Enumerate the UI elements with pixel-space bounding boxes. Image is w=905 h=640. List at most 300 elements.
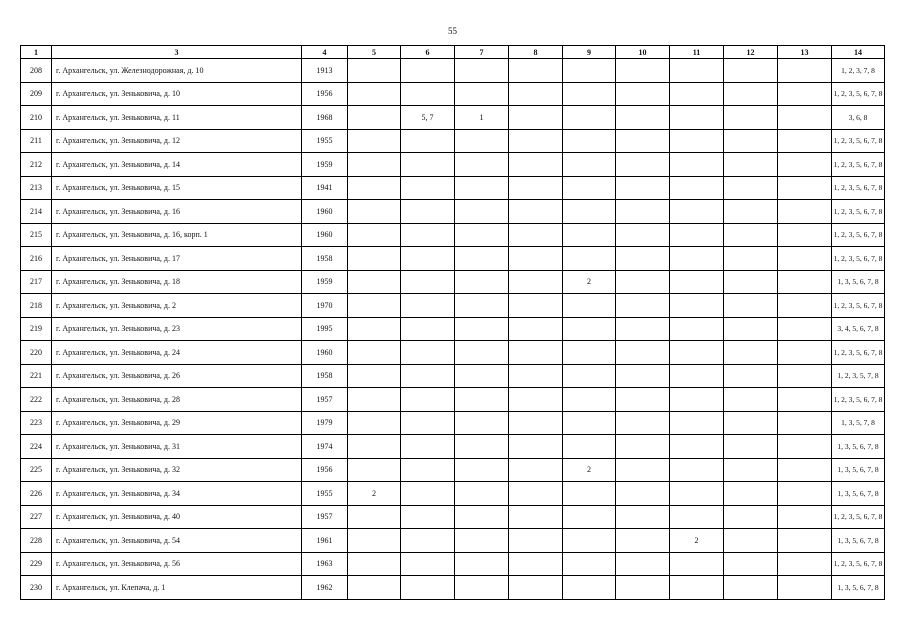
col11-cell xyxy=(670,59,724,83)
col14-cell: 3, 4, 5, 6, 7, 8 xyxy=(832,317,885,341)
col12-cell xyxy=(724,317,778,341)
column-header: 9 xyxy=(563,46,616,59)
col9-cell xyxy=(563,200,616,224)
row-number-cell: 213 xyxy=(21,176,52,200)
col10-cell xyxy=(616,458,670,482)
col12-cell xyxy=(724,364,778,388)
col14-cell: 1, 2, 3, 7, 8 xyxy=(832,59,885,83)
col7-cell xyxy=(455,82,509,106)
col7-cell xyxy=(455,59,509,83)
col12-cell xyxy=(724,294,778,318)
address-cell: г. Архангельск, ул. Зеньковича, д. 10 xyxy=(52,82,302,106)
year-cell: 1959 xyxy=(302,270,348,294)
col6-cell xyxy=(401,294,455,318)
col11-cell xyxy=(670,341,724,365)
table-body xyxy=(21,59,885,600)
address-cell: г. Архангельск, ул. Зеньковича, д. 26 xyxy=(52,364,302,388)
table-row xyxy=(21,106,885,130)
year-cell: 1958 xyxy=(302,364,348,388)
table-row xyxy=(21,200,885,224)
col12-cell xyxy=(724,482,778,506)
col11-cell xyxy=(670,294,724,318)
col6-cell xyxy=(401,153,455,177)
address-cell: г. Архангельск, ул. Зеньковича, д. 16 xyxy=(52,200,302,224)
row-number-cell: 223 xyxy=(21,411,52,435)
col11-cell xyxy=(670,435,724,459)
col5-cell xyxy=(348,270,401,294)
col6-cell xyxy=(401,576,455,600)
year-cell: 1941 xyxy=(302,176,348,200)
row-number-cell: 215 xyxy=(21,223,52,247)
col10-cell xyxy=(616,411,670,435)
col10-cell xyxy=(616,106,670,130)
col14-cell: 1, 2, 3, 5, 6, 7, 8 xyxy=(832,341,885,365)
col10-cell xyxy=(616,529,670,553)
col6-cell xyxy=(401,458,455,482)
column-header: 7 xyxy=(455,46,509,59)
col11-cell xyxy=(670,317,724,341)
col9-cell: 2 xyxy=(563,270,616,294)
col8-cell xyxy=(509,505,563,529)
year-cell: 1979 xyxy=(302,411,348,435)
row-number-cell: 229 xyxy=(21,552,52,576)
col14-cell: 1, 2, 3, 5, 6, 7, 8 xyxy=(832,223,885,247)
col14-cell: 1, 2, 3, 5, 6, 7, 8 xyxy=(832,129,885,153)
row-number-cell: 221 xyxy=(21,364,52,388)
col14-cell: 1, 3, 5, 6, 7, 8 xyxy=(832,270,885,294)
col8-cell xyxy=(509,153,563,177)
year-cell: 1963 xyxy=(302,552,348,576)
address-cell: г. Архангельск, ул. Зеньковича, д. 24 xyxy=(52,341,302,365)
col5-cell xyxy=(348,552,401,576)
col10-cell xyxy=(616,317,670,341)
col11-cell xyxy=(670,458,724,482)
col8-cell xyxy=(509,576,563,600)
col6-cell xyxy=(401,341,455,365)
row-number-cell: 210 xyxy=(21,106,52,130)
col9-cell xyxy=(563,317,616,341)
column-header: 13 xyxy=(778,46,832,59)
column-header: 14 xyxy=(832,46,885,59)
col5-cell xyxy=(348,153,401,177)
col14-cell: 1, 3, 5, 6, 7, 8 xyxy=(832,458,885,482)
row-number-cell: 225 xyxy=(21,458,52,482)
col14-cell: 1, 2, 3, 5, 6, 7, 8 xyxy=(832,552,885,576)
col7-cell xyxy=(455,247,509,271)
col10-cell xyxy=(616,247,670,271)
col13-cell xyxy=(778,223,832,247)
col5-cell xyxy=(348,106,401,130)
col5-cell xyxy=(348,129,401,153)
col9-cell xyxy=(563,529,616,553)
col14-cell: 1, 3, 5, 7, 8 xyxy=(832,411,885,435)
col14-cell: 1, 2, 3, 5, 7, 8 xyxy=(832,364,885,388)
col9-cell xyxy=(563,294,616,318)
address-cell: г. Архангельск, ул. Зеньковича, д. 18 xyxy=(52,270,302,294)
col7-cell xyxy=(455,482,509,506)
col10-cell xyxy=(616,200,670,224)
col13-cell xyxy=(778,482,832,506)
col8-cell xyxy=(509,270,563,294)
col10-cell xyxy=(616,341,670,365)
col6-cell xyxy=(401,482,455,506)
col7-cell: 1 xyxy=(455,106,509,130)
col5-cell xyxy=(348,247,401,271)
column-header: 3 xyxy=(52,46,302,59)
col5-cell xyxy=(348,294,401,318)
col8-cell xyxy=(509,294,563,318)
col7-cell xyxy=(455,200,509,224)
table-row xyxy=(21,247,885,271)
col6-cell xyxy=(401,411,455,435)
col11-cell xyxy=(670,200,724,224)
col12-cell xyxy=(724,576,778,600)
col8-cell xyxy=(509,458,563,482)
year-cell: 1955 xyxy=(302,129,348,153)
col5-cell xyxy=(348,576,401,600)
col6-cell xyxy=(401,129,455,153)
col8-cell xyxy=(509,411,563,435)
year-cell: 1913 xyxy=(302,59,348,83)
col7-cell xyxy=(455,153,509,177)
col14-cell: 1, 2, 3, 5, 6, 7, 8 xyxy=(832,153,885,177)
column-header: 11 xyxy=(670,46,724,59)
col13-cell xyxy=(778,247,832,271)
address-cell: г. Архангельск, ул. Железнодорожная, д. 10 xyxy=(52,59,302,83)
col13-cell xyxy=(778,458,832,482)
col6-cell xyxy=(401,388,455,412)
col7-cell xyxy=(455,552,509,576)
col13-cell xyxy=(778,552,832,576)
col13-cell xyxy=(778,411,832,435)
col9-cell xyxy=(563,411,616,435)
col7-cell xyxy=(455,176,509,200)
col7-cell xyxy=(455,529,509,553)
col12-cell xyxy=(724,458,778,482)
col7-cell xyxy=(455,364,509,388)
col8-cell xyxy=(509,317,563,341)
col13-cell xyxy=(778,294,832,318)
col12-cell xyxy=(724,270,778,294)
col7-cell xyxy=(455,576,509,600)
address-cell: г. Архангельск, ул. Зеньковича, д. 16, корп. 1 xyxy=(52,223,302,247)
col5-cell xyxy=(348,341,401,365)
col5-cell xyxy=(348,223,401,247)
col12-cell xyxy=(724,529,778,553)
table-row xyxy=(21,153,885,177)
col8-cell xyxy=(509,59,563,83)
col8-cell xyxy=(509,176,563,200)
col8-cell xyxy=(509,388,563,412)
address-cell: г. Архангельск, ул. Зеньковича, д. 40 xyxy=(52,505,302,529)
col8-cell xyxy=(509,200,563,224)
table-row xyxy=(21,529,885,553)
col14-cell: 1, 3, 5, 6, 7, 8 xyxy=(832,482,885,506)
col10-cell xyxy=(616,270,670,294)
address-cell: г. Архангельск, ул. Зеньковича, д. 14 xyxy=(52,153,302,177)
col8-cell xyxy=(509,106,563,130)
col14-cell: 1, 2, 3, 5, 6, 7, 8 xyxy=(832,200,885,224)
col9-cell xyxy=(563,82,616,106)
col10-cell xyxy=(616,176,670,200)
col9-cell xyxy=(563,552,616,576)
year-cell: 1955 xyxy=(302,482,348,506)
col10-cell xyxy=(616,435,670,459)
col11-cell xyxy=(670,153,724,177)
col5-cell xyxy=(348,59,401,83)
row-number-cell: 214 xyxy=(21,200,52,224)
col12-cell xyxy=(724,200,778,224)
row-number-cell: 211 xyxy=(21,129,52,153)
col14-cell: 1, 2, 3, 5, 6, 7, 8 xyxy=(832,176,885,200)
col6-cell xyxy=(401,59,455,83)
col10-cell xyxy=(616,153,670,177)
col5-cell xyxy=(348,176,401,200)
col7-cell xyxy=(455,129,509,153)
col10-cell xyxy=(616,505,670,529)
col13-cell xyxy=(778,317,832,341)
col13-cell xyxy=(778,435,832,459)
col9-cell xyxy=(563,247,616,271)
table-row xyxy=(21,482,885,506)
row-number-cell: 212 xyxy=(21,153,52,177)
col7-cell xyxy=(455,270,509,294)
col7-cell xyxy=(455,294,509,318)
col12-cell xyxy=(724,505,778,529)
col12-cell xyxy=(724,153,778,177)
col12-cell xyxy=(724,129,778,153)
address-cell: г. Архангельск, ул. Зеньковича, д. 56 xyxy=(52,552,302,576)
row-number-cell: 222 xyxy=(21,388,52,412)
col9-cell xyxy=(563,505,616,529)
col10-cell xyxy=(616,223,670,247)
col8-cell xyxy=(509,223,563,247)
table-row xyxy=(21,458,885,482)
year-cell: 1960 xyxy=(302,223,348,247)
year-cell: 1961 xyxy=(302,529,348,553)
col10-cell xyxy=(616,294,670,318)
address-cell: г. Архангельск, ул. Зеньковича, д. 15 xyxy=(52,176,302,200)
col13-cell xyxy=(778,129,832,153)
col13-cell xyxy=(778,576,832,600)
col11-cell xyxy=(670,106,724,130)
col11-cell xyxy=(670,411,724,435)
col14-cell: 1, 2, 3, 5, 6, 7, 8 xyxy=(832,505,885,529)
col10-cell xyxy=(616,576,670,600)
col5-cell xyxy=(348,435,401,459)
col5-cell xyxy=(348,388,401,412)
row-number-cell: 208 xyxy=(21,59,52,83)
col9-cell xyxy=(563,482,616,506)
year-cell: 1974 xyxy=(302,435,348,459)
col14-cell: 1, 3, 5, 6, 7, 8 xyxy=(832,529,885,553)
table-row xyxy=(21,317,885,341)
col11-cell xyxy=(670,223,724,247)
col8-cell xyxy=(509,129,563,153)
address-cell: г. Архангельск, ул. Зеньковича, д. 23 xyxy=(52,317,302,341)
address-cell: г. Архангельск, ул. Зеньковича, д. 28 xyxy=(52,388,302,412)
col9-cell xyxy=(563,129,616,153)
table-row xyxy=(21,411,885,435)
col5-cell xyxy=(348,458,401,482)
col9-cell xyxy=(563,106,616,130)
col6-cell xyxy=(401,176,455,200)
col11-cell: 2 xyxy=(670,529,724,553)
col8-cell xyxy=(509,341,563,365)
table-row xyxy=(21,223,885,247)
col7-cell xyxy=(455,505,509,529)
col7-cell xyxy=(455,411,509,435)
year-cell: 1959 xyxy=(302,153,348,177)
col10-cell xyxy=(616,364,670,388)
address-cell: г. Архангельск, ул. Зеньковича, д. 31 xyxy=(52,435,302,459)
col11-cell xyxy=(670,247,724,271)
col10-cell xyxy=(616,388,670,412)
col9-cell xyxy=(563,153,616,177)
col6-cell xyxy=(401,223,455,247)
col10-cell xyxy=(616,59,670,83)
col14-cell: 3, 6, 8 xyxy=(832,106,885,130)
col9-cell xyxy=(563,59,616,83)
year-cell: 1958 xyxy=(302,247,348,271)
address-cell: г. Архангельск, ул. Зеньковича, д. 17 xyxy=(52,247,302,271)
col6-cell xyxy=(401,364,455,388)
col6-cell xyxy=(401,317,455,341)
col13-cell xyxy=(778,176,832,200)
col9-cell xyxy=(563,223,616,247)
col12-cell xyxy=(724,82,778,106)
col13-cell xyxy=(778,59,832,83)
col13-cell xyxy=(778,106,832,130)
col11-cell xyxy=(670,270,724,294)
table-row xyxy=(21,505,885,529)
row-number-cell: 209 xyxy=(21,82,52,106)
col12-cell xyxy=(724,247,778,271)
row-number-cell: 218 xyxy=(21,294,52,318)
col5-cell xyxy=(348,82,401,106)
page-number: 55 xyxy=(448,26,457,36)
col6-cell xyxy=(401,200,455,224)
col6-cell xyxy=(401,435,455,459)
col6-cell xyxy=(401,247,455,271)
year-cell: 1995 xyxy=(302,317,348,341)
col12-cell xyxy=(724,388,778,412)
col11-cell xyxy=(670,576,724,600)
col7-cell xyxy=(455,317,509,341)
col13-cell xyxy=(778,200,832,224)
col11-cell xyxy=(670,129,724,153)
year-cell: 1960 xyxy=(302,200,348,224)
table-header-row xyxy=(21,46,885,59)
col6-cell xyxy=(401,552,455,576)
col14-cell: 1, 3, 5, 6, 7, 8 xyxy=(832,435,885,459)
col12-cell xyxy=(724,223,778,247)
row-number-cell: 220 xyxy=(21,341,52,365)
col13-cell xyxy=(778,388,832,412)
row-number-cell: 227 xyxy=(21,505,52,529)
table-row xyxy=(21,270,885,294)
col8-cell xyxy=(509,552,563,576)
col12-cell xyxy=(724,435,778,459)
col12-cell xyxy=(724,176,778,200)
col13-cell xyxy=(778,82,832,106)
col6-cell xyxy=(401,505,455,529)
row-number-cell: 219 xyxy=(21,317,52,341)
address-cell: г. Архангельск, ул. Зеньковича, д. 11 xyxy=(52,106,302,130)
col12-cell xyxy=(724,552,778,576)
column-header: 6 xyxy=(401,46,455,59)
col14-cell: 1, 2, 3, 5, 6, 7, 8 xyxy=(832,82,885,106)
col9-cell xyxy=(563,176,616,200)
table-row xyxy=(21,388,885,412)
address-cell: г. Архангельск, ул. Клепача, д. 1 xyxy=(52,576,302,600)
col13-cell xyxy=(778,270,832,294)
col14-cell: 1, 3, 5, 6, 7, 8 xyxy=(832,576,885,600)
table-row xyxy=(21,435,885,459)
col5-cell xyxy=(348,529,401,553)
table-row xyxy=(21,294,885,318)
year-cell: 1956 xyxy=(302,458,348,482)
table-row xyxy=(21,176,885,200)
col7-cell xyxy=(455,341,509,365)
year-cell: 1957 xyxy=(302,388,348,412)
col9-cell xyxy=(563,341,616,365)
col8-cell xyxy=(509,529,563,553)
column-header: 12 xyxy=(724,46,778,59)
col9-cell: 2 xyxy=(563,458,616,482)
col12-cell xyxy=(724,106,778,130)
col5-cell xyxy=(348,200,401,224)
col14-cell: 1, 2, 3, 5, 6, 7, 8 xyxy=(832,388,885,412)
row-number-cell: 228 xyxy=(21,529,52,553)
col11-cell xyxy=(670,388,724,412)
table-row xyxy=(21,552,885,576)
col10-cell xyxy=(616,129,670,153)
col12-cell xyxy=(724,341,778,365)
year-cell: 1962 xyxy=(302,576,348,600)
col8-cell xyxy=(509,482,563,506)
col6-cell xyxy=(401,82,455,106)
address-cell: г. Архангельск, ул. Зеньковича, д. 54 xyxy=(52,529,302,553)
address-cell: г. Архангельск, ул. Зеньковича, д. 34 xyxy=(52,482,302,506)
col8-cell xyxy=(509,364,563,388)
col9-cell xyxy=(563,364,616,388)
col13-cell xyxy=(778,529,832,553)
row-number-cell: 226 xyxy=(21,482,52,506)
col11-cell xyxy=(670,176,724,200)
col13-cell xyxy=(778,153,832,177)
col5-cell xyxy=(348,505,401,529)
column-header: 10 xyxy=(616,46,670,59)
table-row xyxy=(21,82,885,106)
year-cell: 1956 xyxy=(302,82,348,106)
col7-cell xyxy=(455,435,509,459)
column-header: 5 xyxy=(348,46,401,59)
row-number-cell: 216 xyxy=(21,247,52,271)
year-cell: 1960 xyxy=(302,341,348,365)
col5-cell xyxy=(348,411,401,435)
col7-cell xyxy=(455,458,509,482)
col6-cell xyxy=(401,270,455,294)
col11-cell xyxy=(670,364,724,388)
address-cell: г. Архангельск, ул. Зеньковича, д. 29 xyxy=(52,411,302,435)
row-number-cell: 230 xyxy=(21,576,52,600)
col11-cell xyxy=(670,482,724,506)
col9-cell xyxy=(563,388,616,412)
housing-register-table xyxy=(20,45,885,600)
address-cell: г. Архангельск, ул. Зеньковича, д. 2 xyxy=(52,294,302,318)
col9-cell xyxy=(563,435,616,459)
